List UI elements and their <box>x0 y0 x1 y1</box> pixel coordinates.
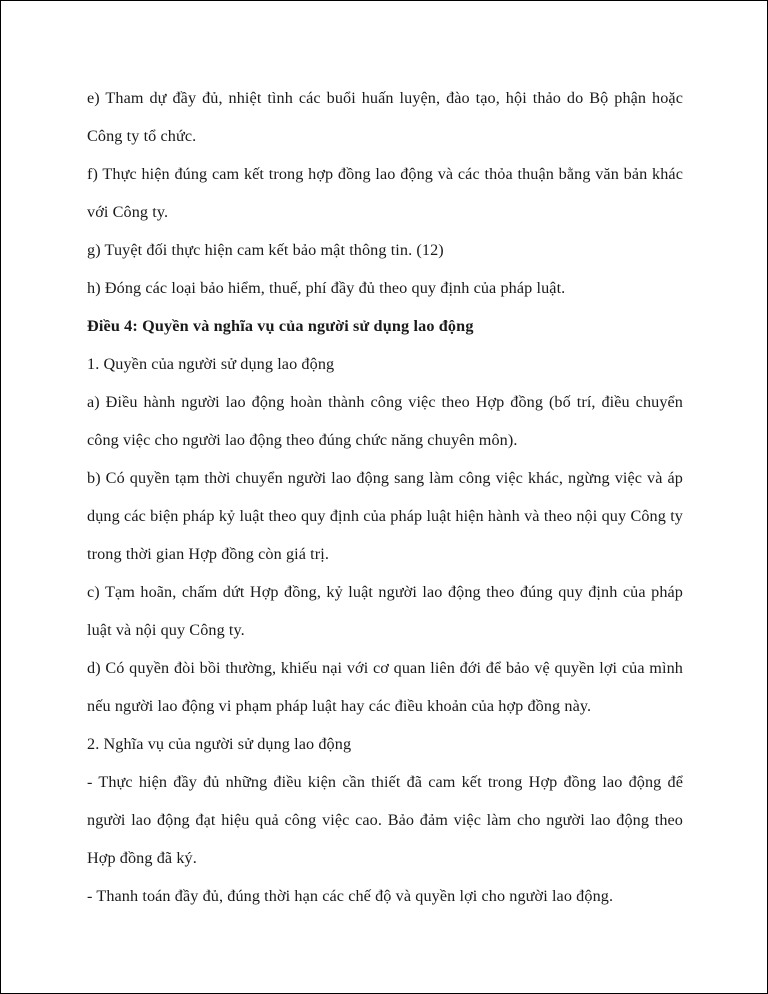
heading-article-4: Điều 4: Quyền và nghĩa vụ của người sử dụng lao động <box>87 317 474 335</box>
paragraph-item-2b: - Thanh toán đầy đủ, đúng thời hạn các chế độ và quyền lợi cho người lao động. <box>87 887 614 905</box>
paragraph-item-1b: b) Có quyền tạm thời chuyển người lao động sang làm công việc khác, ngừng việc và áp dụng các biện pháp kỷ luật theo quy định của pháp luật hiện hành và theo nội quy Công ty trong thời gian Hợp đồng còn giá trị. <box>87 469 683 563</box>
paragraph-item-e: e) Tham dự đầy đủ, nhiệt tình các buổi huấn luyện, đào tạo, hội thảo do Bộ phận hoặc Công ty tổ chức. <box>87 89 683 145</box>
paragraph-item-2a: - Thực hiện đầy đủ những điều kiện cần thiết đã cam kết trong Hợp đồng lao động để người lao động đạt hiệu quả công việc cao. Bảo đảm việc làm cho người lao động theo Hợp đồng đã ký. <box>87 773 683 867</box>
paragraph-item-1c: c) Tạm hoãn, chấm dứt Hợp đồng, kỷ luật người lao động theo đúng quy định của pháp luật và nội quy Công ty. <box>87 583 683 639</box>
heading-section-1: 1. Quyền của người sử dụng lao động <box>87 355 335 373</box>
paragraph-item-g: g) Tuyệt đối thực hiện cam kết bảo mật thông tin. (12) <box>87 241 444 259</box>
paragraph-item-1a: a) Điều hành người lao động hoàn thành công việc theo Hợp đồng (bố trí, điều chuyển công việc cho người lao động theo đúng chức năng chuyên môn). <box>87 393 683 449</box>
paragraph-item-1d: d) Có quyền đòi bồi thường, khiếu nại với cơ quan liên đới để bảo vệ quyền lợi của mình nếu người lao động vi phạm pháp luật hay các điều khoản của hợp đồng này. <box>87 659 683 715</box>
paragraph-item-f: f) Thực hiện đúng cam kết trong hợp đồng lao động và các thỏa thuận bằng văn bản khác với Công ty. <box>87 165 683 221</box>
document-body <box>87 79 683 915</box>
heading-section-2: 2. Nghĩa vụ của người sử dụng lao động <box>87 735 352 753</box>
paragraph-item-h: h) Đóng các loại bảo hiểm, thuế, phí đầy đủ theo quy định của pháp luật. <box>87 279 566 297</box>
